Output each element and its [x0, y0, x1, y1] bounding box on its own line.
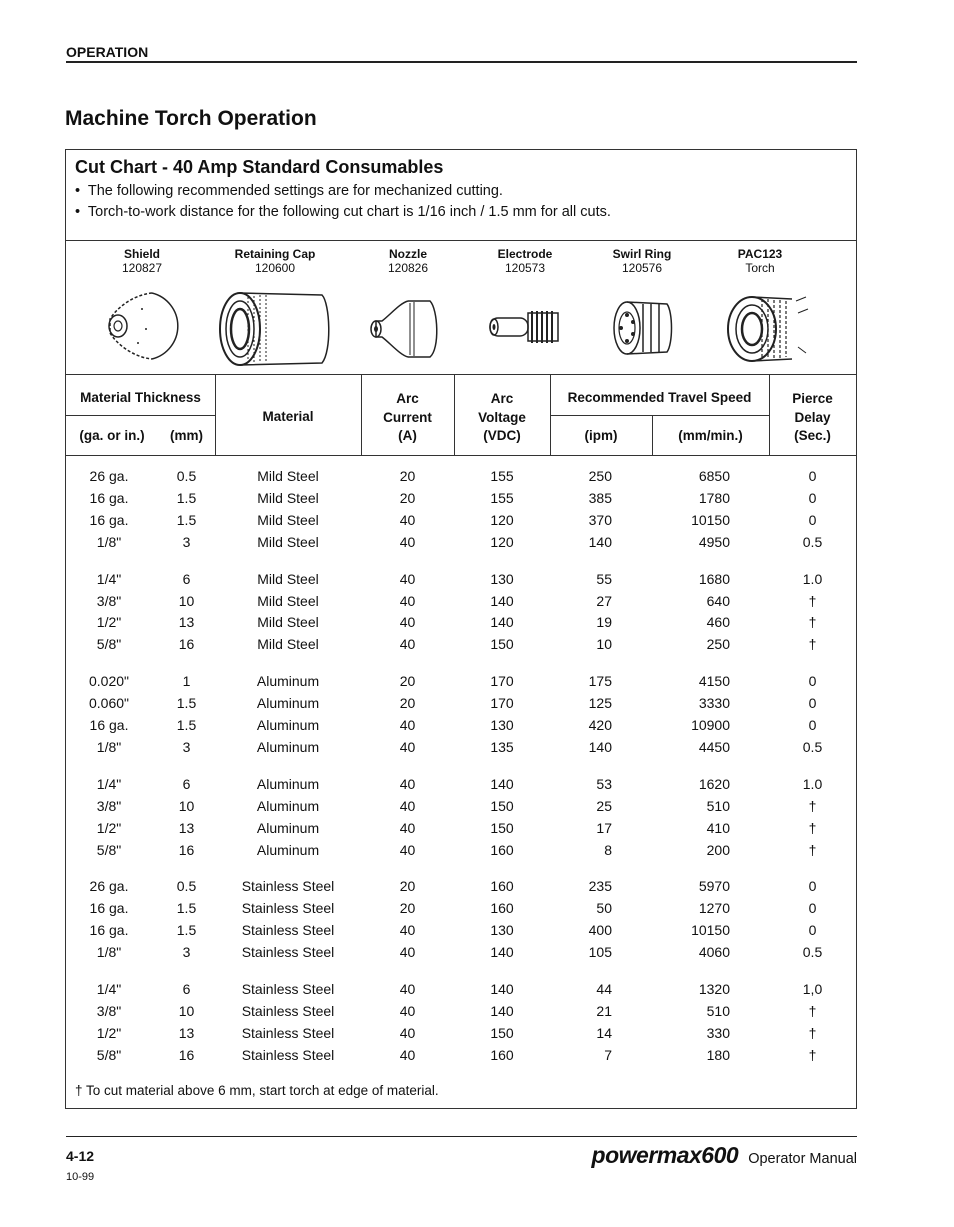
table-row [66, 715, 856, 737]
cell-material: Stainless Steel [241, 922, 335, 939]
cell-speed-mm-min: 510 [706, 1002, 730, 1019]
table-row [66, 1045, 856, 1067]
cell-thickness-in: 1/4" [96, 775, 122, 792]
cell-speed-ipm: 8 [604, 841, 612, 858]
part-shield: Shield 120827 [121, 247, 163, 275]
header-subdivider [66, 415, 215, 416]
cell-speed-ipm: 50 [596, 900, 612, 917]
cell-arc-voltage: 140 [490, 944, 514, 961]
date-code: 10-99 [66, 1171, 95, 1183]
cell-speed-mm-min: 10900 [691, 717, 730, 733]
cell-arc-voltage: 160 [490, 1046, 514, 1063]
cell-material: Aluminum [256, 819, 320, 836]
cell-arc-voltage: 135 [490, 738, 514, 755]
cell-arc-voltage: 120 [490, 511, 514, 528]
cell-material: Aluminum [256, 797, 320, 814]
cell-thickness-mm: 16 [178, 636, 195, 653]
cell-arc-current: 40 [399, 636, 416, 653]
cell-thickness-in: 0.020" [88, 673, 129, 690]
cell-speed-mm-min: 10150 [691, 511, 730, 528]
column-divider [361, 374, 362, 456]
cell-thickness-in: 5/8" [96, 841, 122, 858]
cell-thickness-mm: 1.5 [176, 922, 197, 939]
cell-pierce-delay: † [808, 614, 817, 631]
cell-thickness-mm: 10 [178, 797, 195, 814]
bullet-list [75, 181, 611, 223]
cell-arc-current: 20 [399, 673, 416, 690]
cell-material: Stainless Steel [241, 944, 335, 961]
cell-thickness-mm: 1.5 [176, 511, 197, 528]
cell-speed-ipm: 125 [588, 695, 612, 712]
cell-material: Mild Steel [257, 468, 319, 484]
cell-arc-voltage: 150 [490, 636, 514, 653]
header-subdivider [550, 415, 769, 416]
cell-arc-voltage: 140 [490, 614, 514, 631]
col-header-arc-voltage: Arc Voltage (VDC) [478, 391, 526, 443]
cell-thickness-mm: 16 [178, 841, 195, 858]
cell-pierce-delay: † [808, 1046, 817, 1063]
cell-material: Aluminum [256, 717, 320, 733]
cell-speed-mm-min: 1620 [698, 775, 730, 792]
divider [66, 455, 856, 456]
cell-speed-mm-min: 5970 [698, 878, 730, 895]
cell-thickness-in: 1/2" [96, 1024, 122, 1041]
cell-pierce-delay: 0 [808, 922, 817, 939]
cell-pierce-delay: 1.0 [802, 570, 823, 587]
cell-arc-voltage: 130 [490, 717, 514, 733]
cell-speed-mm-min: 510 [706, 797, 730, 814]
cell-thickness-mm: 13 [178, 614, 195, 631]
cell-speed-ipm: 105 [588, 944, 612, 961]
cell-thickness-in: 26 ga. [89, 468, 129, 484]
cell-material: Stainless Steel [241, 878, 335, 895]
cell-pierce-delay: 0 [808, 878, 817, 895]
cell-speed-mm-min: 1680 [698, 570, 730, 587]
col-header-ga-in: (ga. or in.) [79, 428, 145, 443]
cell-arc-current: 40 [399, 592, 416, 609]
cell-thickness-in: 5/8" [96, 636, 122, 653]
cell-pierce-delay: † [808, 841, 817, 858]
cell-material: Mild Steel [257, 489, 319, 506]
cell-pierce-delay: † [808, 819, 817, 836]
consumables-row [66, 241, 856, 374]
cell-arc-current: 20 [399, 695, 416, 712]
cell-thickness-mm: 10 [178, 1002, 195, 1019]
cell-pierce-delay: 0 [808, 489, 817, 506]
cell-pierce-delay: 0.5 [802, 533, 823, 550]
column-divider [652, 415, 653, 456]
divider [66, 374, 856, 375]
cell-arc-current: 40 [399, 922, 416, 939]
cell-pierce-delay: 0 [808, 511, 817, 528]
table-row [66, 488, 856, 510]
table-row [66, 818, 856, 840]
table-row [66, 569, 856, 591]
cell-material: Mild Steel [257, 511, 319, 528]
page-title: Machine Torch Operation [65, 107, 317, 130]
cell-arc-voltage: 155 [490, 468, 514, 484]
cell-speed-ipm: 175 [588, 673, 612, 690]
cell-speed-ipm: 385 [588, 489, 612, 506]
cell-thickness-mm: 1 [182, 673, 191, 690]
cell-material: Aluminum [256, 775, 320, 792]
cell-arc-current: 40 [399, 981, 416, 997]
col-header-arc-current: Arc Current (A) [383, 391, 432, 443]
cell-material: Mild Steel [257, 533, 319, 550]
cell-thickness-mm: 3 [182, 533, 191, 550]
cell-thickness-in: 1/2" [96, 614, 122, 631]
cell-pierce-delay: † [808, 797, 817, 814]
cell-thickness-in: 1/4" [96, 570, 122, 587]
part-nozzle: Nozzle 120826 [387, 247, 429, 275]
cell-material: Stainless Steel [241, 1002, 335, 1019]
cell-arc-current: 40 [399, 819, 416, 836]
cell-arc-current: 40 [399, 533, 416, 550]
cell-material: Mild Steel [257, 592, 319, 609]
table-row [66, 612, 856, 634]
cell-arc-current: 20 [399, 900, 416, 917]
cell-material: Stainless Steel [241, 1024, 335, 1041]
cell-arc-voltage: 170 [490, 695, 514, 712]
cell-material: Stainless Steel [241, 900, 335, 917]
table-row [66, 737, 856, 759]
nozzle-icon [368, 299, 442, 359]
part-torch: PAC123 Torch [737, 247, 783, 275]
cut-chart-box [65, 149, 857, 1109]
cell-material: Aluminum [256, 738, 320, 755]
cell-speed-ipm: 17 [596, 819, 612, 836]
part-retaining-cap: Retaining Cap 120600 [234, 247, 316, 275]
cell-arc-current: 40 [399, 738, 416, 755]
table-row [66, 920, 856, 942]
cell-thickness-in: 3/8" [96, 1002, 122, 1019]
swirl-ring-icon [611, 300, 675, 356]
cell-thickness-in: 16 ga. [89, 489, 129, 506]
cell-pierce-delay: 1.0 [802, 775, 823, 792]
cell-pierce-delay: 0 [808, 717, 817, 733]
part-swirl-ring: Swirl Ring 120576 [612, 247, 672, 275]
cell-speed-mm-min: 460 [706, 614, 730, 631]
cell-thickness-in: 3/8" [96, 797, 122, 814]
cell-thickness-mm: 1.5 [176, 489, 197, 506]
retaining-cap-icon [218, 291, 334, 367]
cell-thickness-mm: 0.5 [176, 468, 197, 484]
table-row [66, 942, 856, 964]
cell-thickness-in: 16 ga. [89, 900, 129, 917]
cell-material: Aluminum [256, 695, 320, 712]
cell-thickness-mm: 6 [182, 775, 191, 792]
cell-pierce-delay: † [808, 592, 817, 609]
cell-speed-mm-min: 4450 [698, 738, 730, 755]
cell-thickness-in: 1/4" [96, 981, 122, 997]
bottom-rule [66, 1136, 857, 1137]
cell-pierce-delay: 0 [808, 900, 817, 917]
cell-speed-mm-min: 640 [706, 592, 730, 609]
table-row [66, 532, 856, 554]
torch-icon [726, 293, 810, 365]
cell-arc-current: 20 [399, 468, 416, 484]
cell-arc-voltage: 130 [490, 922, 514, 939]
brand-logo: powermax600 [591, 1142, 739, 1168]
cell-speed-ipm: 400 [588, 922, 612, 939]
cell-speed-mm-min: 250 [706, 636, 730, 653]
cell-speed-ipm: 7 [604, 1046, 612, 1063]
cell-thickness-in: 26 ga. [89, 878, 129, 895]
cell-thickness-in: 1/2" [96, 819, 122, 836]
cell-thickness-in: 1/8" [96, 738, 122, 755]
cell-thickness-mm: 1.5 [176, 695, 197, 712]
table-row [66, 634, 856, 656]
cell-arc-current: 40 [399, 1002, 416, 1019]
table-row [66, 796, 856, 818]
cell-pierce-delay: † [808, 1002, 817, 1019]
cell-arc-voltage: 160 [490, 900, 514, 917]
cell-thickness-mm: 3 [182, 944, 191, 961]
cell-arc-voltage: 150 [490, 797, 514, 814]
manual-label: Operator Manual [748, 1151, 857, 1167]
cell-material: Stainless Steel [241, 981, 335, 997]
cell-speed-mm-min: 200 [706, 841, 730, 858]
cell-arc-voltage: 140 [490, 981, 514, 997]
col-header-ipm: (ipm) [584, 428, 618, 443]
cell-thickness-in: 1/8" [96, 944, 122, 961]
table-row [66, 1001, 856, 1023]
cell-arc-current: 40 [399, 797, 416, 814]
cell-arc-voltage: 170 [490, 673, 514, 690]
cell-arc-current: 40 [399, 614, 416, 631]
cell-speed-mm-min: 3330 [698, 695, 730, 712]
footer-brand [592, 1142, 857, 1169]
table-row [66, 840, 856, 862]
cell-thickness-mm: 1.5 [176, 717, 197, 733]
cell-speed-ipm: 250 [588, 468, 612, 484]
bullet-item: • Torch-to-work distance for the following cut chart is 1/16 inch / 1.5 mm for all cuts. [75, 204, 611, 220]
cell-material: Aluminum [256, 673, 320, 690]
cell-speed-mm-min: 330 [706, 1024, 730, 1041]
table-row [66, 591, 856, 613]
cell-thickness-in: 16 ga. [89, 717, 129, 733]
cell-arc-voltage: 140 [490, 1002, 514, 1019]
cell-speed-mm-min: 1780 [698, 489, 730, 506]
cell-speed-ipm: 370 [588, 511, 612, 528]
table-row [66, 693, 856, 715]
table-row [66, 1023, 856, 1045]
cell-arc-current: 40 [399, 944, 416, 961]
cell-speed-ipm: 44 [596, 981, 612, 997]
cell-thickness-mm: 0.5 [176, 878, 197, 895]
cell-speed-ipm: 140 [588, 533, 612, 550]
cell-speed-ipm: 420 [588, 717, 612, 733]
col-header-mm: (mm) [170, 428, 203, 443]
cell-arc-voltage: 150 [490, 819, 514, 836]
cell-arc-voltage: 155 [490, 489, 514, 506]
cell-arc-voltage: 160 [490, 878, 514, 895]
cell-thickness-mm: 16 [178, 1046, 195, 1063]
cell-thickness-mm: 13 [178, 1024, 195, 1041]
cell-pierce-delay: 0.5 [802, 944, 823, 961]
cell-speed-mm-min: 4060 [698, 944, 730, 961]
cell-thickness-mm: 1.5 [176, 900, 197, 917]
cell-speed-ipm: 10 [596, 636, 612, 653]
cell-arc-current: 40 [399, 1046, 416, 1063]
cell-material: Mild Steel [257, 614, 319, 631]
cell-speed-ipm: 55 [596, 570, 612, 587]
cell-speed-mm-min: 10150 [691, 922, 730, 939]
cell-arc-voltage: 160 [490, 841, 514, 858]
cell-thickness-mm: 3 [182, 738, 191, 755]
table-row [66, 979, 856, 1001]
table-row [66, 898, 856, 920]
cell-speed-ipm: 235 [588, 878, 612, 895]
section-label: OPERATION [66, 44, 149, 60]
cell-speed-mm-min: 6850 [698, 468, 730, 484]
col-header-mm-min: (mm/min.) [678, 428, 743, 443]
bullet-item: • The following recommended settings are for mechanized cutting. [75, 183, 503, 199]
cell-speed-ipm: 21 [596, 1002, 612, 1019]
table-row [66, 671, 856, 693]
cell-thickness-mm: 6 [182, 981, 191, 997]
cell-arc-voltage: 140 [490, 592, 514, 609]
cell-arc-voltage: 150 [490, 1024, 514, 1041]
col-header-pierce-delay: Pierce Delay (Sec.) [792, 391, 833, 443]
cell-thickness-in: 16 ga. [89, 511, 129, 528]
cell-thickness-in: 1/8" [96, 533, 122, 550]
cell-arc-current: 40 [399, 775, 416, 792]
page-number: 4-12 [66, 1148, 95, 1164]
cell-arc-voltage: 140 [490, 775, 514, 792]
cell-material: Stainless Steel [241, 1046, 335, 1063]
cell-pierce-delay: † [808, 636, 817, 653]
col-header-material: Material [262, 409, 314, 424]
cell-arc-current: 40 [399, 1024, 416, 1041]
cell-arc-current: 40 [399, 511, 416, 528]
cell-speed-ipm: 27 [596, 592, 612, 609]
cell-thickness-in: 0.060" [88, 695, 129, 712]
cell-speed-ipm: 53 [596, 775, 612, 792]
electrode-icon [486, 307, 562, 347]
cell-speed-mm-min: 1320 [698, 981, 730, 997]
cell-arc-current: 40 [399, 717, 416, 733]
footnote: † To cut material above 6 mm, start torch at edge of material. [75, 1083, 439, 1098]
cell-speed-ipm: 25 [596, 797, 612, 814]
cell-thickness-mm: 13 [178, 819, 195, 836]
table-row [66, 466, 856, 488]
cell-speed-ipm: 14 [596, 1024, 612, 1041]
cell-thickness-mm: 6 [182, 570, 191, 587]
cut-chart-title: Cut Chart - 40 Amp Standard Consumables [75, 157, 444, 177]
top-rule [66, 61, 857, 63]
cell-speed-ipm: 19 [596, 614, 612, 631]
cell-material: Aluminum [256, 841, 320, 858]
cell-material: Mild Steel [257, 570, 319, 587]
cell-thickness-in: 5/8" [96, 1046, 122, 1063]
cell-arc-voltage: 130 [490, 570, 514, 587]
table-row [66, 876, 856, 898]
cell-arc-voltage: 120 [490, 533, 514, 550]
column-divider [215, 374, 216, 456]
cell-speed-mm-min: 410 [706, 819, 730, 836]
cell-pierce-delay: 0 [808, 468, 817, 484]
part-electrode: Electrode 120573 [497, 247, 553, 275]
shield-icon [104, 289, 182, 363]
cell-speed-mm-min: 4150 [698, 673, 730, 690]
col-header-thickness: Material Thickness [80, 390, 201, 405]
cell-thickness-in: 16 ga. [89, 922, 129, 939]
cell-pierce-delay: 0 [808, 695, 817, 712]
cell-arc-current: 40 [399, 841, 416, 858]
column-divider [454, 374, 455, 456]
cell-thickness-mm: 10 [178, 592, 195, 609]
cell-speed-ipm: 140 [588, 738, 612, 755]
col-header-travel-speed: Recommended Travel Speed [567, 390, 752, 405]
cell-arc-current: 40 [399, 570, 416, 587]
cell-pierce-delay: 1,0 [802, 981, 823, 997]
column-divider [769, 374, 770, 456]
table-row [66, 510, 856, 532]
cell-arc-current: 20 [399, 878, 416, 895]
cell-pierce-delay: † [808, 1024, 817, 1041]
cell-thickness-in: 3/8" [96, 592, 122, 609]
table-row [66, 774, 856, 796]
cell-arc-current: 20 [399, 489, 416, 506]
cell-speed-mm-min: 180 [706, 1046, 730, 1063]
cell-speed-mm-min: 1270 [698, 900, 730, 917]
cell-speed-mm-min: 4950 [698, 533, 730, 550]
cell-material: Mild Steel [257, 636, 319, 653]
cell-pierce-delay: 0 [808, 673, 817, 690]
cell-pierce-delay: 0.5 [802, 738, 823, 755]
